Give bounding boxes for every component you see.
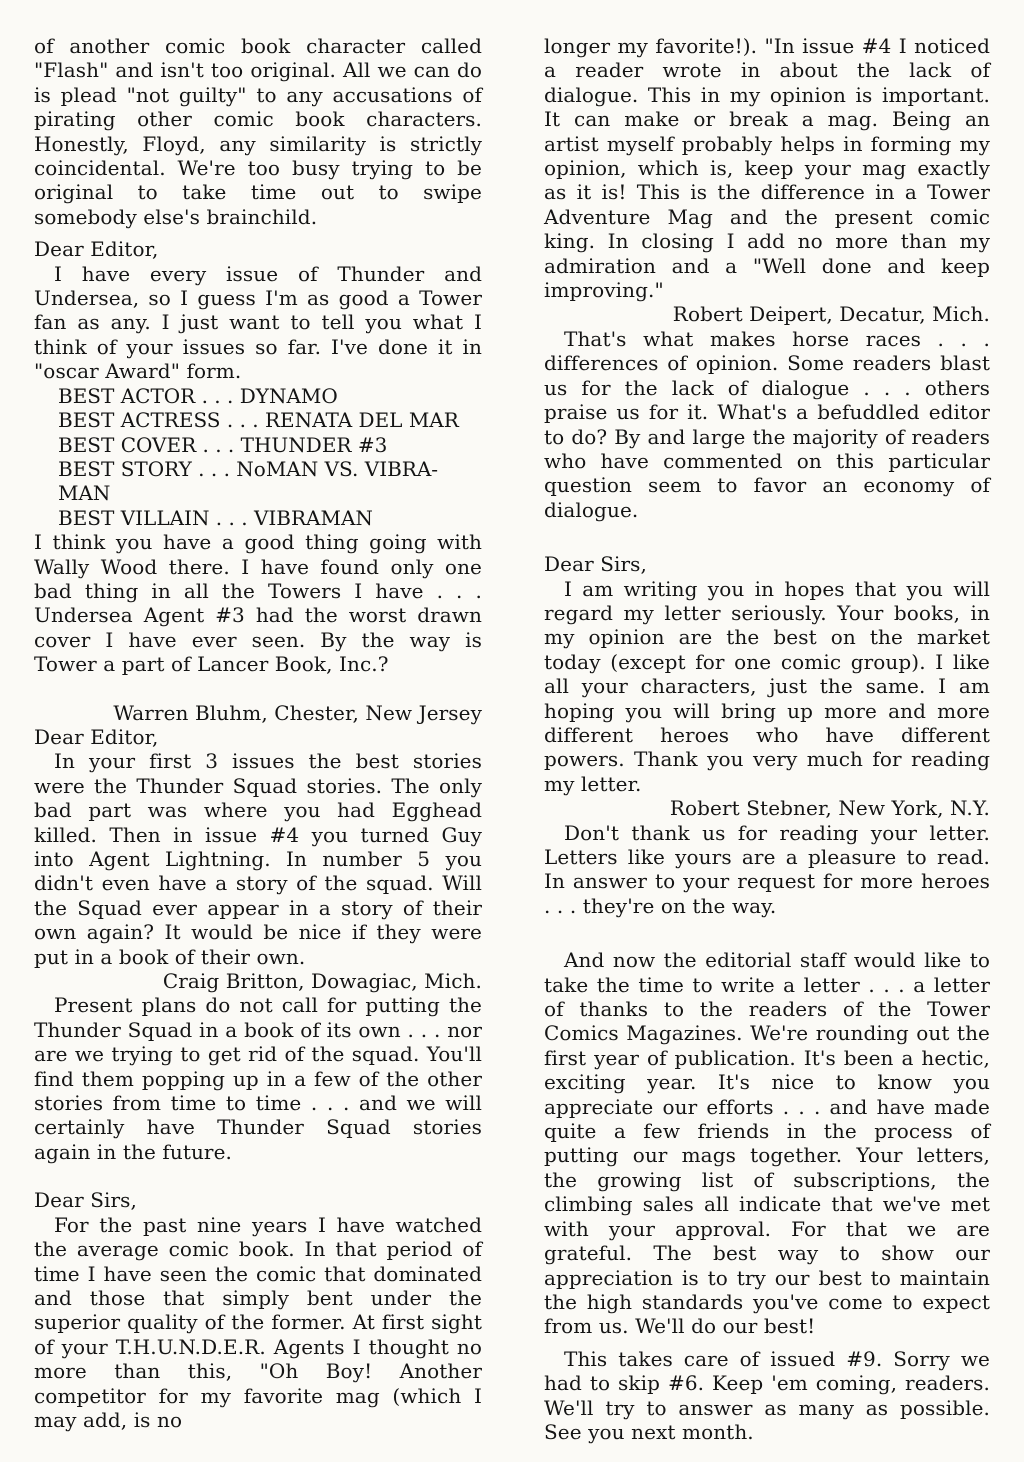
left-column — [34, 34, 482, 1432]
letter1-body2: I think you have a good thing going with Wally Wood there. I have found only one bad thing in all the Towers I have . . . Undersea Agent #3 had the worst drawn cover I have ever seen. By the way is Tower a part of Lancer Book, Inc.? — [34, 530, 482, 677]
closing-note: This takes care of issued #9. Sorry we had to skip #6. Keep 'em coming, readers. We'll try to answer as many as possible. See you next month. — [544, 1346, 990, 1444]
intro-reply: of another comic book character called "Flash" and isn't too original. All we can do is plead "not guilty" to any accusations of pirating other comic book characters. Honestly, Floyd, any similarity is strictly coincidental. We're too busy trying to be original to take time out to swipe somebody else's brainchild. — [34, 34, 482, 229]
award-item: BEST STORY . . . NoMAN VS. VIBRA-MAN — [58, 456, 439, 506]
letter4-signature: Robert Stebner, New York, N.Y. — [669, 796, 990, 821]
award-item: BEST VILLAIN . . . VIBRAMAN — [58, 505, 373, 530]
letter3-salutation: Dear Sirs, — [34, 1188, 137, 1213]
letter2-signature: Craig Britton, Dowagiac, Mich. — [162, 969, 482, 994]
letter4-salutation: Dear Sirs, — [544, 552, 647, 577]
letter4-body: I am writing you in hopes that you will regard my letter seriously. Your books, in my opinion are the best on the market today (except for one comic group). I like all your characters, just the same. I am hoping you will bring up more and more different heroes who have different powers. Thank you very much for reading my letter. — [544, 576, 990, 796]
letter1-signature: Warren Bluhm, Chester, New Jersey — [113, 700, 482, 725]
letter4-reply: Don't thank us for reading your letter. Letters like yours are a pleasure to read. In answer to your request for more heroes . . . they're on the way. — [544, 820, 990, 918]
right-column — [544, 34, 990, 1444]
letter3-reply: That's what makes horse races . . . differences of opinion. Some readers blast us for the lack of dialogue . . . others praise us for it. What's a befuddled editor to do? By and large the majority of readers who have commented on this particular question seem to favor an economy of dialogue. — [544, 326, 990, 522]
award-item: BEST COVER . . . THUNDER #3 — [58, 432, 388, 457]
letter2-reply: Present plans do not call for putting the Thunder Squad in a book of its own . . . nor are we trying to get rid of the squad. You'll find them popping up in a few of the other stories from time to time . . . and we will certainly have Thunder Squad stories again in the future. — [34, 993, 482, 1164]
letter3-signature: Robert Deipert, Decatur, Mich. — [672, 302, 990, 327]
letter3-continuation: longer my favorite!). "In issue #4 I noticed a reader wrote in about the lack of dialogue. This in my opinion is important. It can make or break a mag. Being an artist myself probably helps in forming my opinion, which is, keep your mag exactly as it is! This is the difference in a Tower Adventure Mag and the present comic king. In closing I add no more than my admiration and a "Well done and keep improving." — [544, 34, 990, 303]
letter1-salutation: Dear Editor, — [34, 237, 159, 262]
letter2-salutation: Dear Editor, — [34, 724, 159, 749]
award-item: BEST ACTRESS . . . RENATA DEL MAR — [58, 408, 459, 433]
letter2-body: In your first 3 issues the best stories were the Thunder Squad stories. The only bad part was where you had Egghead killed. Then in issue #4 you turned Guy into Agent Lightning. In number 5 you didn't even have a story of the squad. Will the Squad ever appear in a story of their own again? It would be nice if they were put in a book of their own. — [34, 749, 482, 969]
award-item: BEST ACTOR . . . DYNAMO — [58, 383, 338, 408]
letter3-body: For the past nine years I have watched the average comic book. In that period of time I have seen the comic that dominated and those that simply bent under the superior quality of the former. At first sight of your T.H.U.N.D.E.R. Agents I thought no more than this, "Oh Boy! Another competitor for my favorite mag (which I may add, is no — [34, 1212, 482, 1432]
editorial-letter: And now the editorial staff would like to take the time to write a letter . . . a letter of thanks to the readers of the Tower Comics Magazines. We're rounding out the first year of publication. It's been a hectic, exciting year. It's nice to know you appreciate our efforts . . . and have made quite a few friends in the process of putting our mags together. Your letters, the growing list of subscriptions, the climbing sales all indicate that we've met with your approval. For that we are grateful. The best way to show our appreciation is to try our best to maintain the high standards you've come to expect from us. We'll do our best! — [544, 948, 990, 1339]
letter1-body: I have every issue of Thunder and Undersea, so I guess I'm as good a Tower fan as any. I just want to tell you what I think of your issues so far. I've done it in "oscar Award" form. — [34, 261, 482, 384]
